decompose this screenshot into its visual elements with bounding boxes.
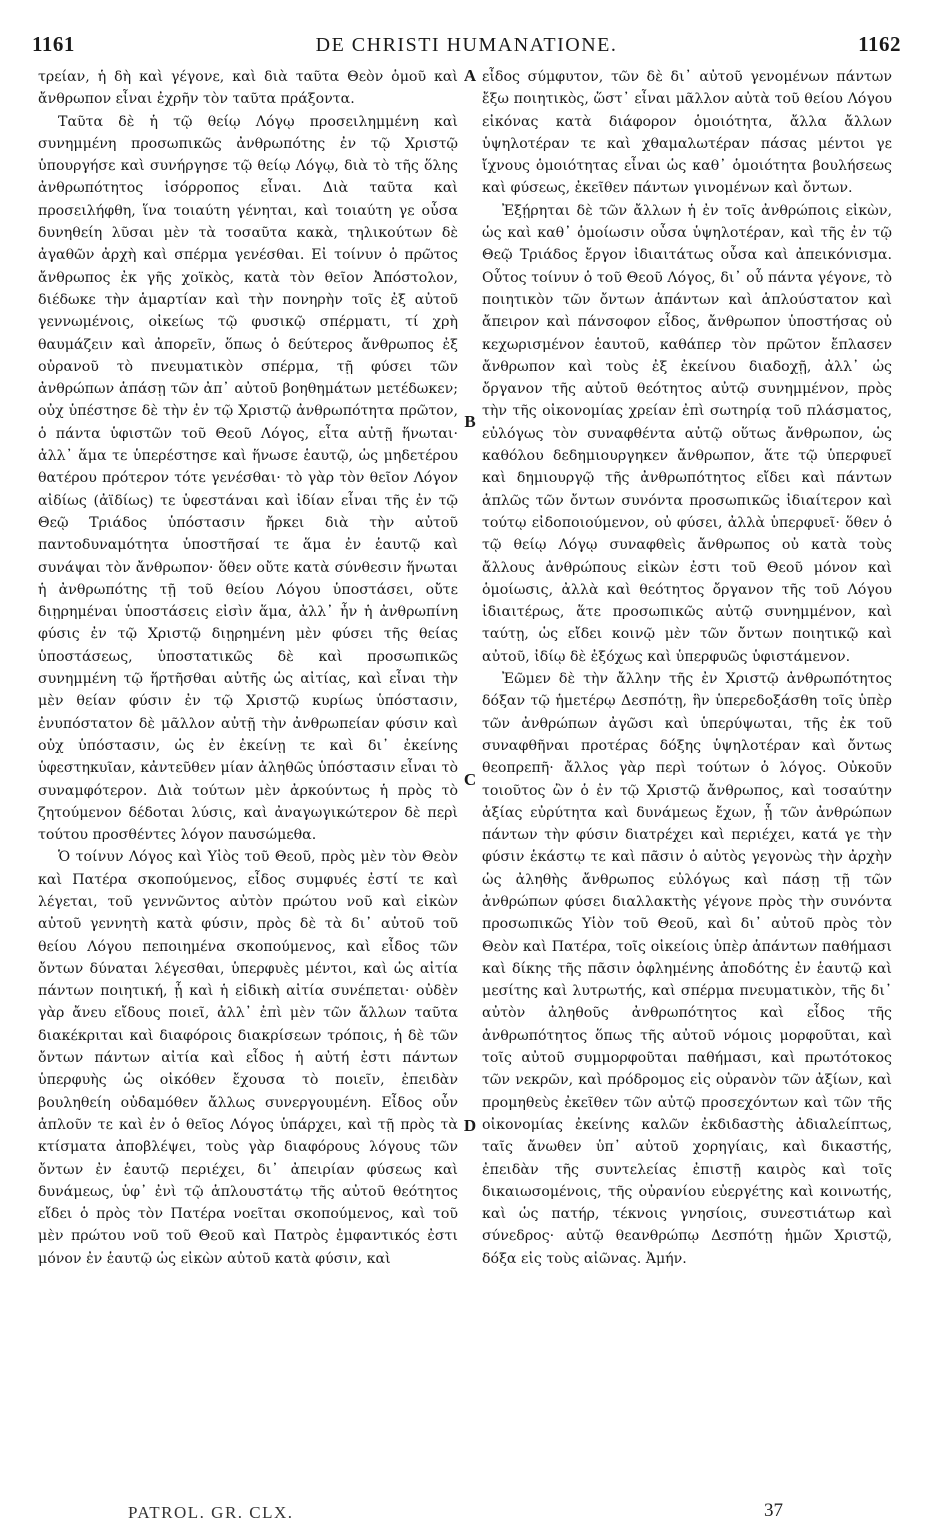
footer-sheet-number: 37	[764, 1500, 783, 1521]
left-page-number: 1161	[32, 32, 75, 56]
margin-letter-d: D	[463, 1116, 477, 1135]
paragraph: Ταῦτα δὲ ἡ τῷ θείῳ Λόγῳ προσειλημμένη καὶ συνημμένη προσωπικῶς ἀνθρωπότης ἐν τῷ Χριστῷ ὑπουργήσε καὶ συνήργησε τῷ θείῳ Λόγῳ, διὰ τὸ τῆς ὅλης ἀνθρωπότητος ἰσόρροπος εἶναι. Διὰ ταῦτα καὶ προσειλήφθη, ἵνα τοιαύτη γένηται, καὶ τοιαύτη γε οὖσα δυνηθείη λῦσαι μὲν τὰ τοσαῦτα κακὰ, τηλικούτων δὲ ἀγαθῶν ἀρχὴ καὶ σπέρμα γενέσθαι. Εἰ τοίνυν ὁ πρῶτος ἄνθρωπος ἐκ γῆς χοϊκὸς, κατὰ τὸν θεῖον Ἀπόστολον, διέδωκε τὴν ἁμαρτίαν καὶ τὴν πονηρὴν τοῖς ἐξ αὐτοῦ γεννωμένοις, οἰκείως τῷ φυσικῷ σπέρματι, τί χρὴ θαυμάζειν καὶ ἀπορεῖν, ὅπως ὁ δεύτερος ἄνθρωπος ἐξ οὐρανοῦ τὸ πνευματικὸν σπέρμα, τῇ φύσει τῶν ἀνθρώπων ἁπάσῃ τῶν ἀπ᾽ αὐτοῦ βοηθημάτων μετέδωκεν; οὐχ ὑπέστησε δὲ τὴν ἐν τῷ Χριστῷ ἀνθρωπότητα πρῶτον, ὁ πάντα ὑφιστῶν τοῦ Θεοῦ Λόγος, εἶτα αὐτῇ ἥνωται· ἀλλ᾽ ἅμα τε ὑπερέστησε καὶ ἥνωσε ἑαυτῷ, ὡς μηδετέρου θατέρου πρότερον τότε γενέσθαι· τὸ γὰρ τὸν θεῖον Λόγον αἰδίως (ἀϊδίως) τε ὑφεστάναι καὶ ἰδίαν εἶναι τῆς ἐν τῷ Θεῷ Τριάδος ὑπόστασιν ἤρκει διὰ τὴν αὐτοῦ παντοδυναμότητα ὑποστῆσαί τε ἅμα ἐν ἑαυτῷ καὶ συνάψαι τὸν ἄνθρωπον· ὅθεν οὔτε κατὰ σύνθεσιν ἥνωται ἡ ἀνθρωπότης τῇ τοῦ θείου Λόγου ὑποστάσει, οὔτε διῃρημέναι ὑποστάσεις εἰσὶν ἅμα, ἀλλ᾽ ἦν ἡ ἀνθρωπίνη φύσις ἐν τῷ Χριστῷ διῃρημένη μὲν φύσει τῆς θείας ὑποστάσεως, ὑποστατικῶς δὲ καὶ προσωπικῶς συνημμένη τῷ ἥρτῆσθαι αὐτῆς ὡς αἰτίας, καὶ εἶναι τὴν μὲν θείαν φύσιν ἐν τῷ Χριστῷ κυρίως ὑπόστασιν, ἐνυπόστατον δὲ μᾶλλον αὐτῇ τὴν ἀνθρωπείαν φύσιν καὶ οὐχ ὑπόστασιν, ὡς ἐν ἐκείνῃ τε καὶ δι᾽ ἐκείνης ὑφεστηκυῖαν, κἀντεῦθεν μίαν ἀληθῶς ὑπόστασιν εἶναι τὸ συναμφότερον. Διὰ τούτων μὲν ἀρκούντως ἡ πρὸς τὸ ζητούμενον δέδοται λύσις, καὶ ἀναγωγικώτερον δὲ περὶ τούτου προσθέντες λόγον παυσώμεθα.	[38, 113, 458, 844]
right-column	[482, 66, 892, 1270]
paragraph: τρείαν, ἡ δὴ καὶ γέγονε, καὶ διὰ ταῦτα Θεὸν ὁμοῦ καὶ ἄνθρωπον εἶναι ἐχρῆν τὸν ταῦτα πράξοντα.	[38, 69, 458, 108]
margin-letter-b: B	[464, 412, 476, 431]
paragraph: Ὁ τοίνυν Λόγος καὶ Υἱὸς τοῦ Θεοῦ, πρὸς μὲν τὸν Θεὸν καὶ Πατέρα σκοπούμενος, εἶδος συμφυές ἐστί τε καὶ λέγεται, τοῦ γεννῶντος αὐτὸν πρώτου νοῦ καὶ εἰκὼν αὐτοῦ γεννητὴ κατὰ φύσιν, πρὸς δὲ τὰ δι᾽ αὐτοῦ τοῦ θείου Λόγου πεποιημένα σκοπούμενος, καὶ εἶδος τῶν ὄντων δύναται λέγεσθαι, ὑπερφυὲς μέντοι, καὶ ὡς αἰτία πάντων ποιητική, ᾗ καὶ ἡ εἰδικὴ αἰτία συνέπεται· οὐδὲν γὰρ ἄνευ εἴδους ποιεῖ, ἀλλ᾽ ἐπὶ μὲν τῶν ἄλλων ταῦτα διακέκριται καὶ διαφόροις διακρίσεων τρόποις, ἡ δὲ τῶν ὄντων πάντων αἰτία καὶ εἶδος ἡ αὐτή ἐστι πάντων ὑπερφυὴς ὡς οἰκόθεν ἔχουσα τὸ ποιεῖν, ἐπειδὰν βουληθείη οὐδαμόθεν ἄλλως συνεργουμένη. Εἶδος οὖν ἁπλοῦν τε καὶ ἐν ὁ θεῖος Λόγος ὑπάρχει, καὶ τῇ πρὸς τὰ κτίσματα ἀποβλέψει, τοὺς γὰρ διαφόρους λόγους τῶν ὄντων ἐν ἑαυτῷ περιέχει, δι᾽ ἀπειρίαν φύσεως καὶ δυνάμεως, ὑφ᾽ ἐνὶ τῷ ἁπλουστάτῳ τῆς αὐτοῦ θεότητος εἴδει ὁ πρὸς τὸν Πατέρα νοεῖται σκοπούμενος, καὶ τοῦ μὲν πρώτου νοῦ τοῦ Θεοῦ καὶ Πατρὸς ἐμφαντικός ἐστι μόνον ἐν ἑαυτῷ ὡς εἰκὼν αὐτοῦ κατὰ φύσιν, καὶ	[38, 849, 458, 1267]
running-title: DE CHRISTI HUMANATIONE.	[315, 34, 618, 56]
footer-signature: PATROL. GR. CLX.	[128, 1503, 294, 1522]
margin-letter-a: A	[463, 66, 477, 85]
paragraph: εἶδος σύμφυτον, τῶν δὲ δι᾽ αὐτοῦ γενομένων πάντων ἔξω ποιητικὸς, ὥστ᾽ εἶναι μᾶλλον αὐτὰ τοῦ θείου Λόγου εἰκόνας κατὰ διάφορον ὁμοιότητα, ἄλλα ἄλλων ὑψηλοτέραν τε καὶ χθαμαλωτέραν πάσας μέντοι γε ἴχνους ὁμοιότητας εἶναι ὡς καθ᾽ ὁμοιότητα βουλήσεως καὶ φύσεως, ἐκεῖθεν πάντων γινομένων καὶ ὄντων.	[482, 69, 892, 197]
margin-letter-c: C	[463, 770, 477, 789]
paragraph: Ἐξῄρηται δὲ τῶν ἄλλων ἡ ἐν τοῖς ἀνθρώποις εἰκὼν, ὡς καὶ καθ᾽ ὁμοίωσιν οὖσα ὑψηλοτέραν, καὶ τῆς ἐν τῷ Θεῷ Τριάδος ἔργον ἰδιαιτάτως οὖσα καὶ ἀπεικόνισμα. Οὗτος τοίνυν ὁ τοῦ Θεοῦ Λόγος, δι᾽ οὗ πάντα γέγονε, τὸ ποιητικὸν τῶν ὄντων ἁπάντων καὶ ἁπλούστατον καὶ ἄπειρον καὶ πάνσοφον εἶδος, ἄνθρωπον ὑποστήσας οὐ κεχωρισμένον ἑαυτοῦ, καθάπερ τὸν πρῶτον ἔπλασεν ἄνθρωπον καὶ τοὺς ἐξ ἐκείνου διαδοχῇ, ἀλλ᾽ ὡς ὄργανον τῆς αὐτοῦ θεότητος αὐτῷ συνημμένον, πρὸς τὴν τῆς οἰκονομίας χρείαν ἐπὶ σωτηρίᾳ τοῦ πλάσματος, εὐλόγως τὸν συναφθέντα αὐτῷ οὕτως ἄνθρωπον, ὡς καθόλου δεδημιουργηκεν ἄνθρωπον, ἅτε τῷ ὑπερφυεῖ καὶ δημιουργῷ τῆς ἀνθρωπότητος εἴδει καὶ πάντων ἁπλῶς τῶν ὄντων συνόντα προσωπικῶς ἰδιαίτερον καὶ τούτῳ εἰδοποιούμενον, οὐ φύσει, ἀλλὰ ὑπερφυεῖ· ὅθεν ὁ τῷ θείῳ Λόγῳ συναφθεὶς ἄνθρωπος οὐ κατὰ τοὺς ἄλλους ἀνθρώπους εἰκὼν ἐστι τοῦ Θεοῦ μόνον καὶ ὁμοίωσις, ἀλλὰ καὶ θεότητος ὄργανον τῆς τοῦ Λόγου ἰδιαιτέρως, ἅτε προσωπικῶς αὐτῷ συνημμένον, καὶ ταύτῃ, ὡς εἴδει κοινῷ μὲν τῶν ὄντων ποιητικῷ καὶ αὐτοῦ, ἰδίῳ δὲ ἐξόχως καὶ ὑπερφυῶς ὑφιστάμενον.	[482, 202, 892, 665]
running-header	[32, 28, 901, 58]
left-column	[38, 66, 458, 1270]
paragraph: Ἐῶμεν δὲ τὴν ἄλλην τῆς ἐν Χριστῷ ἀνθρωπότητος δόξαν τῷ ἡμετέρῳ Δεσπότῃ, ἣν ὑπερεδοξάσθη τοῖς ὑπὲρ τῶν ἀνθρώπων ἀγῶσι καὶ ὑπερύψωται, τῆς ἐκ τοῦ συναφθῆναι προτέρας δόξης ὑψηλοτέραν καὶ ὄντως θεοπρεπῆ· ἄλλος γὰρ περὶ τούτων ὁ λόγος. Οὐκοῦν τοιοῦτος ὢν ὁ ἐν τῷ Χριστῷ ἄνθρωπος, καὶ τοσαύτην ἀξίας εὐρύτητα καὶ δυνάμεως ἔχων, ᾗ τῶν ἀνθρώπων πάντων τὴν φύσιν διατρέχει καὶ περιέχει, κατά γε τὴν φύσιν ἑκάστῳ τε καὶ πᾶσιν ὁ αὐτὸς γεγονὼς τὴν ἀρχὴν ὡς ἀληθὴς ἄνθρωπος εὐλόγως καὶ πάσῃ τῇ τῶν ἀνθρώπων φύσει διαλλακτὴς γέγονε πρὸς τὴν συνόντα προσωπικῶς Υἱὸν τοῦ Θεοῦ, καὶ δι᾽ αὐτοῦ πρὸς τὸν Θεὸν καὶ Πατέρα, τοῖς οἰκείοις ὑπὲρ ἁπάντων παθήμασι καὶ δίκης τῆς πᾶσιν ὀφλημένης ἀποδότης ἐν ἑαυτῷ καὶ μεσίτης καὶ λυτρωτής, καὶ σπέρμα πνευματικὸν, τῆς δι᾽ αὐτὸν ἀληθοῦς ἀνθρωπότητος καὶ εἶδος τῆς ἀνθρωπότητος ὅπως τῆς αὐτοῦ νόμοις μορφοῦται, καὶ τοῖς αὐτοῦ συμμορφοῦται παθήμασι, καὶ πρωτότοκος τῶν νεκρῶν, καὶ πρόδρομος εἰς οὐρανὸν τῶν ἀξίων, καὶ προμηθεὺς ἐκεῖθεν τῶν αὐτῷ προσεχόντων καὶ τῶν τῆς οἰκονομίας ἐκείνης καλῶν ἐκδιδαστὴς ἀδιαλείπτως, ταῖς ἄνωθεν ὑπ᾽ αὐτοῦ χορηγίαις, καὶ δικαστής, ἐπειδὰν τῆς συντελείας ἐπιστῇ καιρὸς καὶ τοῖς δικαιωσομένοις, τῆς οὐρανίου εὐεργέτης καὶ κοινωτής, καὶ ὡς πατήρ, τέκνοις γνησίοις, συνεστιάτωρ καὶ σύνεδρος· αὐτῷ θεανθρώπῳ Δεσπότῃ ἡμῶν Χριστῷ, δόξα εἰς τοὺς αἰῶνας. Ἀμήν.	[482, 671, 892, 1267]
right-page-number: 1162	[858, 32, 901, 56]
